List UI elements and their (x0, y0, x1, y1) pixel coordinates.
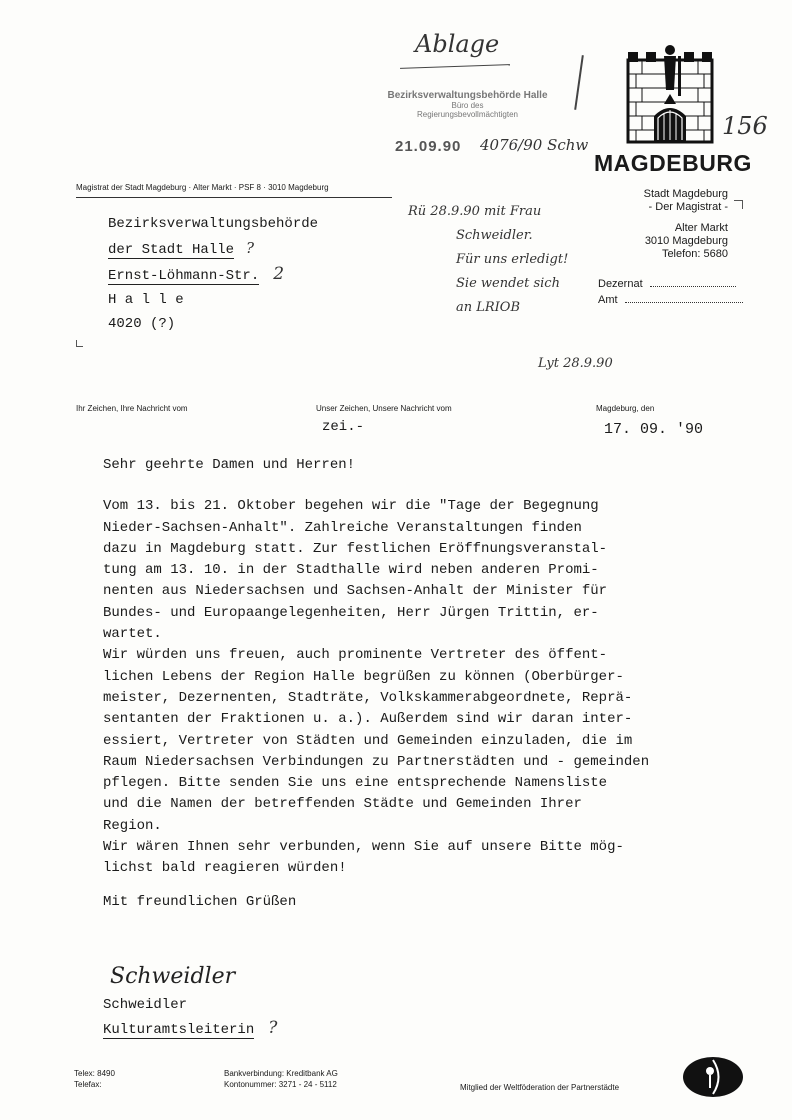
address-corner-mark (734, 200, 743, 209)
ihr-zeichen-label: Ihr Zeichen, Ihre Nachricht vom (76, 404, 188, 413)
salutation: Sehr geehrte Damen und Herren! (103, 457, 356, 473)
stamp-line3: Regierungsbevollmächtigten (417, 110, 518, 119)
address-corner-mark (76, 340, 83, 347)
stamp-line1: Bezirksverwaltungsbehörde Halle (387, 90, 548, 101)
footer-membership: Mitglied der Weltföderation der Partnerstädte (460, 1083, 620, 1092)
closing: Mit freundlichen Grüßen (103, 893, 297, 910)
recipient-line3: Ernst-Löhmann-Str. 2 (108, 264, 285, 284)
org-subtitle: - Der Magistrat - (648, 201, 728, 213)
note-line: Rü 28.9.90 mit Frau (408, 204, 542, 219)
dezernat-field (598, 278, 736, 290)
date-label: Magdeburg, den (596, 404, 655, 413)
received-stamp (360, 90, 575, 119)
recipient-line4: H a l l e (108, 292, 184, 308)
recipient-line5: 4020 (?) (108, 316, 176, 332)
letter-body (103, 455, 753, 913)
twin-cities-emblem-icon (682, 1056, 744, 1098)
org-street: Alter Markt (674, 222, 728, 234)
note-line: Für uns erledigt! (456, 252, 569, 267)
letter-date: 17. 09. '90 (604, 421, 704, 438)
sender-line-rule (76, 197, 392, 198)
note-line: an LRIOB (456, 300, 521, 315)
letterhead-address (600, 188, 728, 261)
stamp-line2: Büro des (451, 101, 484, 110)
recipient-line2: der Stadt Halle ? (108, 239, 255, 258)
recipient-address (108, 212, 318, 336)
paragraph-2: Wir würden uns freuen, auch prominente Vertreter des öffent- lichen Lebens der Region Halle begrüßen zu können (Oberbürger- meister, Dezernenten, Stadträte, Volkskammerabgeordnete, Reprä- sentanten der Fraktionen u. a.). Außerdem sind wir daran inter- essiert, Vertreter von Städten und Gemeinden einzuladen, die im Raum Niedersachsen Verbindungen zu Partnerstädten und - gemeinden pflegen. Bitte senden Sie uns eine entsprechende Namensliste und die Namen der betreffenden Städte und Gemeinden Ihrer Region. (103, 647, 650, 834)
signer-name: Schweidler (103, 997, 188, 1013)
amt-label: Amt (598, 294, 618, 306)
handwritten-note (408, 200, 568, 320)
unser-zeichen-label: Unser Zeichen, Unsere Nachricht vom (316, 404, 452, 413)
amt-field (598, 294, 743, 306)
unser-zeichen-value: zei.- (322, 419, 365, 435)
sender-return-line: Magistrat der Stadt Magdeburg · Alter Markt · PSF 8 · 3010 Magdeburg (76, 183, 329, 192)
footer-contact (74, 1068, 115, 1090)
paragraph-3: Wir wären Ihnen sehr verbunden, wenn Sie auf unsere Bitte mög- lichst bald reagieren würden! (103, 839, 624, 877)
dezernat-label: Dezernat (598, 278, 643, 290)
handwritten-initials: Lyt 28.9.90 (538, 356, 613, 371)
magdeburg-coat-of-arms-icon (626, 44, 714, 144)
telex: Telex: 8490 (74, 1069, 115, 1078)
stamp-reference: 4076/90 Schw (480, 136, 589, 154)
hand-stroke-mark (574, 55, 584, 110)
org-phone: Telefon: 5680 (661, 248, 728, 260)
bank-name: Bankverbindung: Kreditbank AG (224, 1069, 338, 1078)
paragraph-1: Vom 13. bis 21. Oktober begehen wir die "Tage der Begegnung Nieder-Sachsen-Anhalt". Zahlreiche Veranstaltungen finden dazu in Magdeburg statt. Zur festlichen Eröffnungsveranstal- tung am 13. 10. in der Stadthalle wird neben anderen Promi- nenten aus Niedersachsen und Sachsen-Anhalt der Minister für Bundes- und Europaangelegenheiten, Herr Jürgen Trittin, er- wartet. (103, 498, 608, 643)
bank-account: Kontonummer: 3271 - 24 - 5112 (224, 1080, 337, 1089)
org-postal: 3010 Magdeburg (644, 235, 728, 247)
stamp-date: 21.09.90 (395, 138, 462, 155)
footer-bank (224, 1068, 338, 1090)
note-line: Sie wendet sich (456, 276, 560, 291)
signature: Schweidler (110, 964, 236, 989)
city-name: MAGDEBURG (594, 150, 752, 176)
signer-title: Kulturamtsleiterin ? (103, 1018, 278, 1038)
telefax: Telefax: (74, 1080, 102, 1089)
note-line: Schweidler. (456, 228, 533, 243)
handwritten-page-number: 156 (722, 112, 768, 140)
ablage-underline (400, 64, 510, 69)
recipient-line1: Bezirksverwaltungsbehörde (108, 216, 319, 232)
handwritten-ablage: Ablage (415, 30, 500, 58)
org-name: Stadt Magdeburg (643, 188, 728, 200)
